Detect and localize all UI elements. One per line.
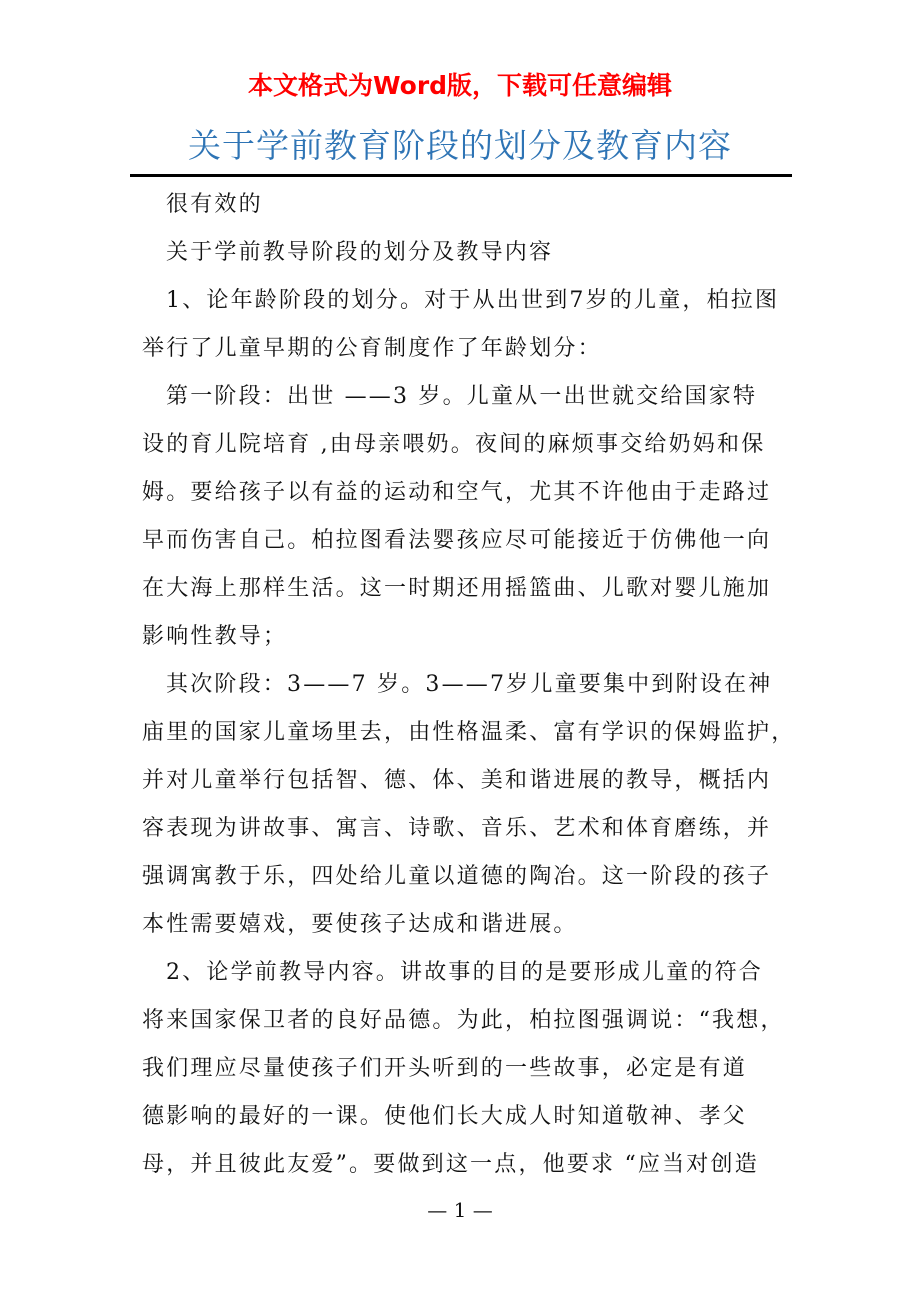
text-line: 我们理应尽量使孩子们开头听到的一些故事，必定是有道 <box>142 1056 748 1081</box>
text-line: 关于学前教导阶段的划分及教导内容 <box>166 240 554 265</box>
text-line: 早而伤害自己。柏拉图看法婴孩应尽可能接近于仿佛他一向 <box>142 528 772 553</box>
text-line: 很有效的 <box>166 192 263 217</box>
text-line: 本性需要嬉戏，要使孩子达成和谐进展。 <box>142 912 578 937</box>
text-line: 并对儿童举行包括智、德、体、美和谐进展的教导，概括内 <box>142 768 772 793</box>
paragraph <box>142 284 782 380</box>
paragraph <box>142 380 782 668</box>
paragraph <box>142 236 782 284</box>
paragraph <box>142 668 796 956</box>
text-line: 在大海上那样生活。这一时期还用摇篮曲、儿歌对婴儿施加 <box>142 576 772 601</box>
document-title: 关于学前教育阶段的划分及教育内容 <box>188 126 732 165</box>
title-divider <box>130 174 792 177</box>
format-notice-banner: 本文格式为Word版，下载可任意编辑 <box>247 71 673 100</box>
text-line: 德影响的最好的一课。使他们长大成人时知道敬神、孝父 <box>142 1104 748 1129</box>
text-line: 庙里的国家儿童场里去，由性格温柔、富有学识的保姆监护， <box>142 720 796 745</box>
paragraph <box>142 956 785 1196</box>
text-line: 设的育儿院培育 ,由母亲喂奶。夜间的麻烦事交给奶妈和保 <box>142 432 766 457</box>
text-line: 其次阶段：3——7 岁。3——7岁儿童要集中到附设在神 <box>166 672 773 697</box>
text-line: 举行了儿童早期的公育制度作了年龄划分： <box>142 336 602 361</box>
text-line: 母，并且彼此友爱”。要做到这一点，他要求 “应当对创造 <box>142 1152 759 1177</box>
text-line: 强调寓教于乐，四处给儿童以道德的陶冶。这一阶段的孩子 <box>142 864 772 889</box>
text-line: 1、论年龄阶段的划分。对于从出世到7岁的儿童，柏拉图 <box>166 288 780 313</box>
paragraph <box>142 188 782 236</box>
text-line: 将来国家保卫者的良好品德。为此，柏拉图强调说：“我想， <box>142 1008 785 1033</box>
document-body <box>142 188 796 1196</box>
text-line: 容表现为讲故事、寓言、诗歌、音乐、艺术和体育磨练，并 <box>142 816 772 841</box>
text-line: 第一阶段：出世 ——3 岁。儿童从一出世就交给国家特 <box>166 384 758 409</box>
text-line: 2、论学前教导内容。讲故事的目的是要形成儿童的符合 <box>166 960 763 985</box>
text-line: 姆。要给孩子以有益的运动和空气，尤其不许他由于走路过 <box>142 480 772 505</box>
text-line: 影响性教导； <box>142 624 288 649</box>
page-number: — 1 — <box>427 1198 493 1222</box>
